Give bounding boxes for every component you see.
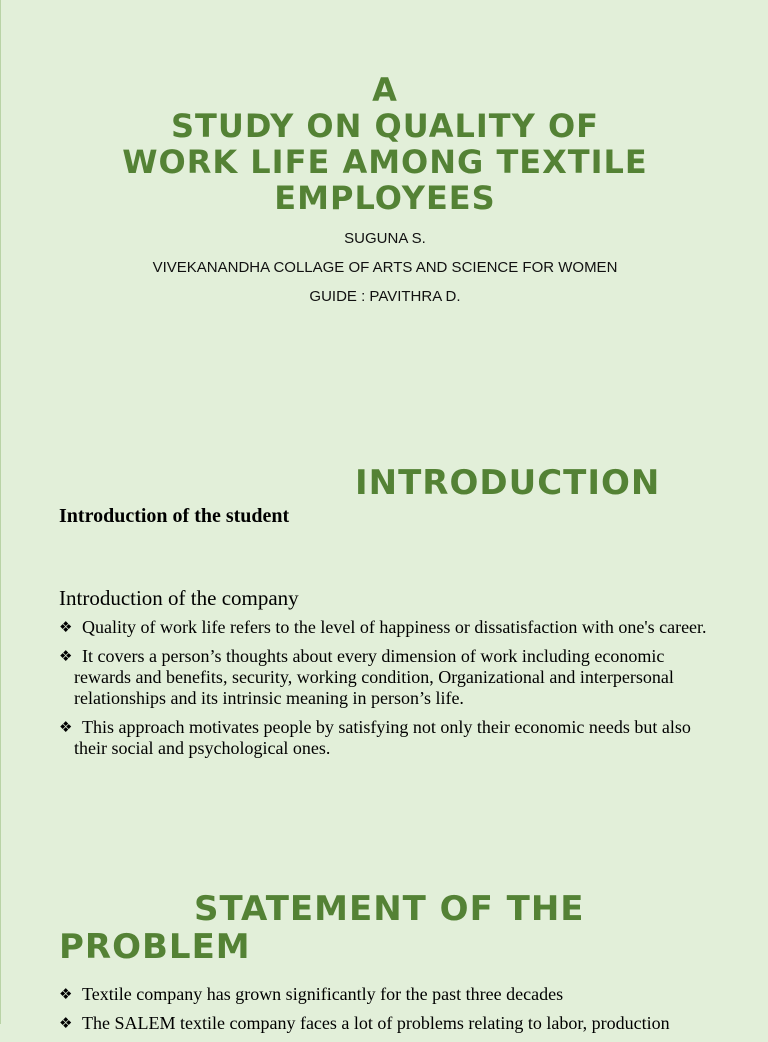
list-item: [59, 717, 719, 759]
bullet-text: Textile company has grown significantly for the past three decades: [82, 984, 564, 1004]
introduction-student-label: Introduction of the student: [59, 505, 290, 527]
list-item: [59, 617, 719, 638]
bullet-text: It covers a person’s thoughts about every dimension of work including economic rewards and benefits, security, working condition, Organizational and interpersonal relationships and its intrinsic meaning in person’s life.: [74, 646, 674, 708]
bullet-text: This approach motivates people by satisfying not only their economic needs but also their social and psychological ones.: [74, 717, 691, 758]
list-item: [59, 646, 719, 709]
statement-heading-line-1: STATEMENT OF THE: [194, 889, 585, 929]
statement-heading: [59, 890, 585, 966]
statement-bullet-list: [59, 984, 719, 1042]
introduction-heading: INTRODUCTION: [355, 463, 661, 503]
list-item: [59, 984, 719, 1005]
four-diamond-bullet-icon: ❖: [59, 647, 73, 665]
statement-heading-line-2: PROBLEM: [59, 927, 251, 967]
author-name: SUGUNA S.: [344, 230, 426, 247]
title-line-2: STUDY ON QUALITY OF: [171, 107, 599, 145]
college-name: VIVEKANANDHA COLLAGE OF ARTS AND SCIENCE FOR WOMEN: [152, 259, 618, 276]
document-title: [1, 72, 768, 216]
title-line-1: A: [372, 71, 398, 109]
bullet-text: Quality of work life refers to the level of happiness or dissatisfaction with one's career.: [82, 617, 707, 637]
four-diamond-bullet-icon: ❖: [59, 985, 73, 1003]
four-diamond-bullet-icon: ❖: [59, 718, 73, 736]
title-line-4: EMPLOYEES: [274, 179, 496, 217]
title-line-3: WORK LIFE AMONG TEXTILE: [122, 143, 648, 181]
introduction-bullet-list: [59, 617, 719, 767]
four-diamond-bullet-icon: ❖: [59, 1014, 73, 1032]
four-diamond-bullet-icon: ❖: [59, 618, 73, 636]
introduction-company-label: Introduction of the company: [59, 586, 299, 610]
guide-name: GUIDE : PAVITHRA D.: [309, 288, 461, 305]
bullet-text: The SALEM textile company faces a lot of problems relating to labor, production: [82, 1013, 670, 1033]
